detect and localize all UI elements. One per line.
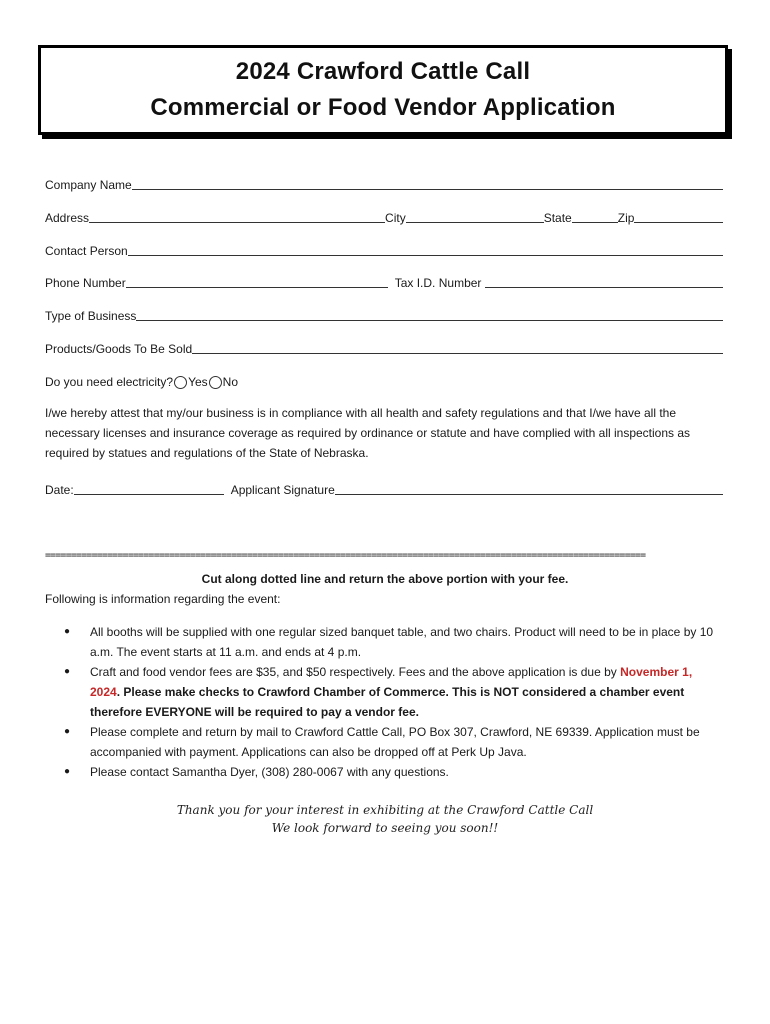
tax-id-field[interactable]	[485, 275, 723, 288]
signature-field[interactable]	[335, 482, 723, 495]
list-item	[64, 762, 724, 782]
event-info-list	[64, 622, 724, 782]
state-field[interactable]	[572, 210, 618, 223]
zip-field[interactable]	[634, 210, 723, 223]
title-box	[38, 45, 728, 135]
no-label: No	[222, 375, 238, 389]
city-field[interactable]	[406, 210, 544, 223]
type-business-label: Type of Business	[45, 309, 137, 323]
cut-separator: ====================================================================================================================	[45, 550, 646, 561]
list-item	[64, 722, 724, 762]
phone-field[interactable]	[126, 275, 388, 288]
type-business-row	[45, 305, 723, 323]
thank-you-line: Thank you for your interest in exhibiting at the Crawford Cattle Call	[176, 803, 594, 817]
type-business-field[interactable]	[136, 308, 723, 321]
contact-person-field[interactable]	[128, 243, 723, 256]
payment-info-text: . Please make checks to Crawford Chamber of Commerce. This is NOT considered a chamber event therefore EVERYONE will be required to pay a vendor fee.	[90, 685, 685, 719]
booth-info-text: All booths will be supplied with one regular sized banquet table, and two chairs. Product will need to be in place by 10 a.m. The event starts at 11 a.m. and ends at 4 p.m.	[90, 625, 714, 659]
contact-person-row	[45, 240, 723, 258]
electricity-yes-radio[interactable]	[174, 376, 187, 389]
yes-label: Yes	[188, 375, 208, 389]
company-name-row	[45, 174, 723, 192]
address-label: Address	[45, 211, 90, 225]
address-field[interactable]	[89, 210, 385, 223]
electricity-no-radio[interactable]	[209, 376, 222, 389]
electricity-row	[45, 371, 723, 389]
phone-label: Phone Number	[45, 276, 126, 290]
contact-person-label: Contact Person	[45, 244, 128, 258]
closing-line: We look forward to seeing you soon!!	[271, 821, 499, 835]
list-item	[64, 622, 724, 662]
deadline-text: November 1, 2024	[90, 665, 693, 699]
mail-info-text: Please complete and return by mail to Crawford Cattle Call, PO Box 307, Crawford, NE 69339. Application must be accompanied with payment. Applications can also be dropped off at Perk Up Java.	[90, 725, 700, 759]
products-field[interactable]	[192, 341, 723, 354]
state-label: State	[543, 211, 572, 225]
company-name-label: Company Name	[45, 178, 132, 192]
date-field[interactable]	[74, 482, 224, 495]
fee-info-text: Craft and food vendor fees are $35, and $50 respectively. Fees and the above application is due by	[90, 665, 621, 679]
products-row	[45, 338, 723, 356]
contact-info-text: Please contact Samantha Dyer, (308) 280-0067 with any questions.	[90, 765, 449, 779]
city-label: City	[385, 211, 406, 225]
date-signature-row	[45, 479, 723, 497]
zip-label: Zip	[617, 211, 635, 225]
phone-tax-row	[45, 272, 723, 290]
signature-label: Applicant Signature	[230, 483, 335, 497]
info-intro: Following is information regarding the event:	[45, 592, 281, 606]
list-item	[64, 662, 724, 722]
attestation-text: I/we hereby attest that my/our business is in compliance with all health and safety regulations and that I/we have all the necessary licenses and insurance coverage as required by ordinance or statute and have complied with all inspections as required by statues and regulations of the State of Nebraska.	[45, 406, 691, 460]
electricity-question: Do you need electricity?	[45, 375, 174, 389]
company-name-field[interactable]	[132, 177, 723, 190]
page-title: 2024 Crawford Cattle Call	[235, 58, 531, 85]
cut-instruction: Cut along dotted line and return the above portion with your fee.	[201, 572, 569, 586]
date-label: Date:	[45, 483, 74, 497]
tax-id-label: Tax I.D. Number	[394, 276, 482, 290]
address-row	[45, 207, 723, 225]
page-subtitle: Commercial or Food Vendor Application	[150, 94, 616, 121]
products-label: Products/Goods To Be Sold	[45, 342, 193, 356]
